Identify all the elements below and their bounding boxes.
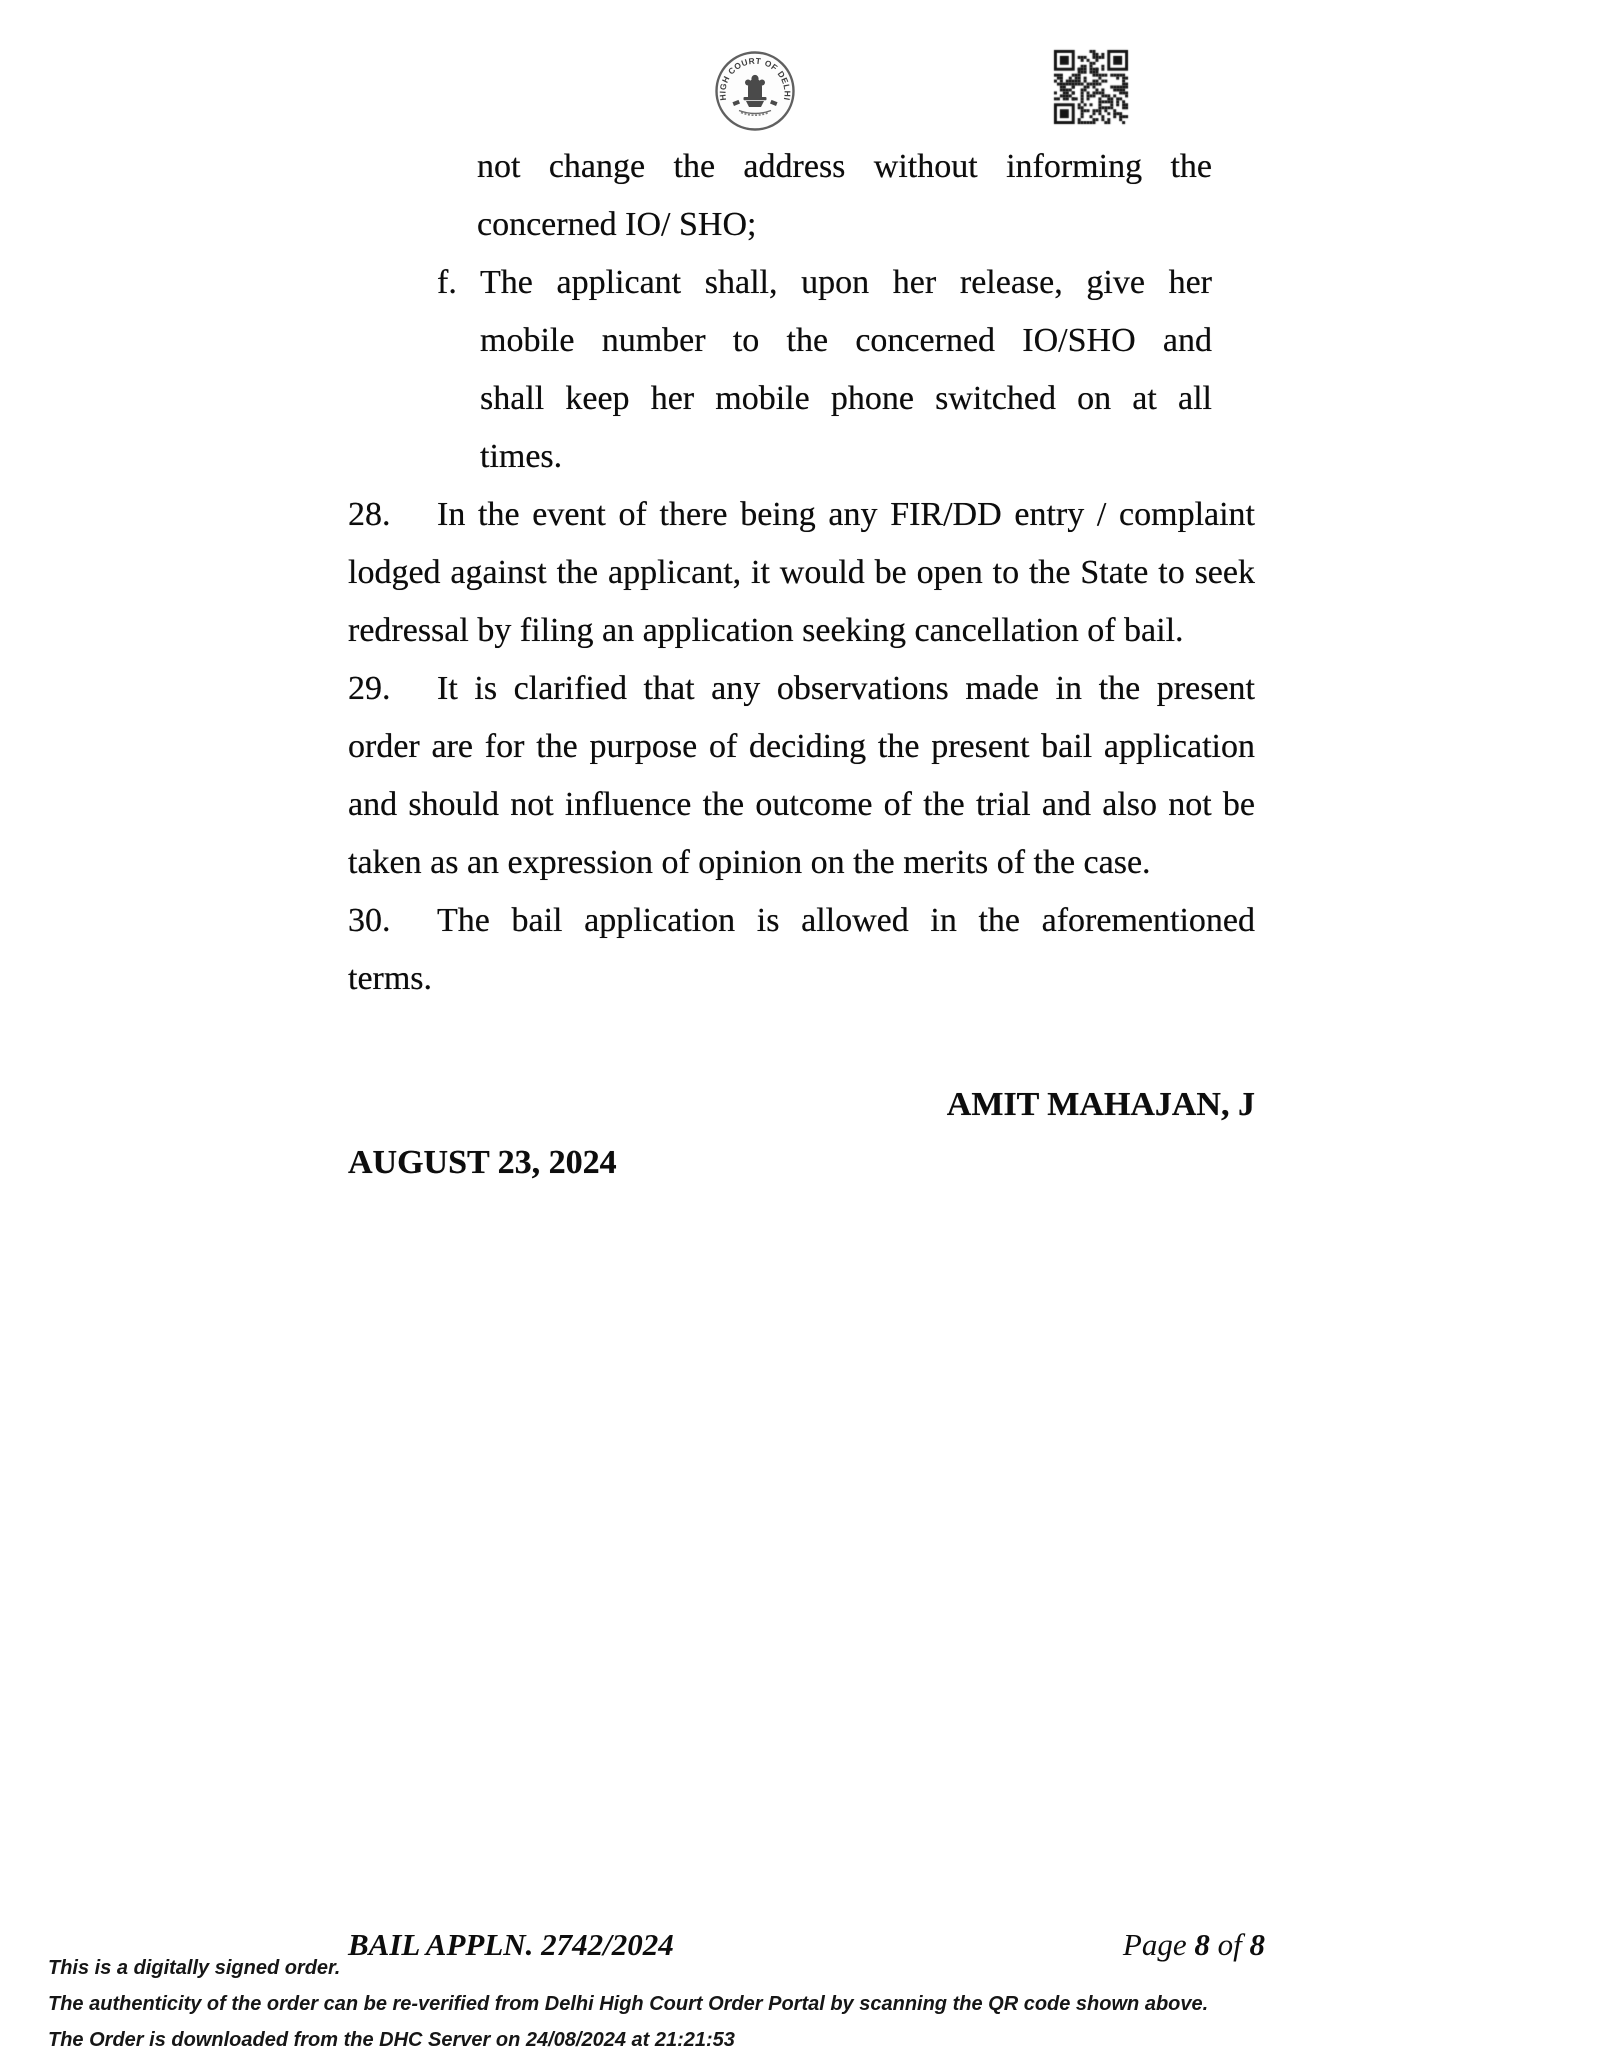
qr-code [1048,44,1134,130]
order-line [348,660,1255,718]
item-e-continuation [477,138,1212,254]
paragraph-28 [348,486,1255,660]
order-line: shall keep her mobile phone switched on at all [480,380,1212,417]
order-date: AUGUST 23, 2024 [348,1144,617,1181]
seal-text: HIGH COURT OF DELHI [717,55,793,102]
signature-block [348,1076,1255,1192]
order-line-text: It is clarified that any observations made in the present [437,670,1255,707]
footer-notes [48,1950,1498,2058]
order-line: mobile number to the concerned IO/SHO and [480,322,1212,359]
footer-note: The Order is downloaded from the DHC Server on 24/08/2024 at 21:21:53 [48,2029,735,2051]
order-line [348,486,1255,544]
item-f [437,254,1212,486]
case-number: BAIL APPLN. 2742/2024 [348,1927,674,1962]
order-line: times. [480,438,563,475]
order-line [348,892,1255,950]
order-line: terms. [348,960,433,997]
judge-name: AMIT MAHAJAN, J [946,1086,1255,1123]
paragraph-number: 28. [348,496,391,533]
order-line: lodged against the applicant, it would be open to the State to seek [348,554,1255,591]
footer-note: This is a digitally signed order. [48,1957,341,1979]
order-line: redressal by filing an application seeking cancellation of bail. [348,612,1184,649]
order-line: and should not influence the outcome of the trial and also not be [348,786,1255,823]
paragraph-30 [348,892,1255,1008]
paragraph-29 [348,660,1255,892]
list-item-marker: f. [437,264,457,301]
total-pages: 8 [1249,1927,1265,1962]
order-line-text: In the event of there being any FIR/DD entry / complaint [437,496,1255,533]
page-word: Page [1122,1927,1187,1962]
current-page: 8 [1194,1927,1210,1962]
footer-note: The authenticity of the order can be re-verified from Delhi High Court Order Portal by scanning the QR code shown above. [48,1993,1209,2015]
order-line [437,254,1212,312]
order-line-text: The applicant shall, upon her release, give her [480,264,1212,301]
order-line: order are for the purpose of deciding the present bail application [348,728,1255,765]
order-line: taken as an expression of opinion on the merits of the case. [348,844,1151,881]
order-line: not change the address without informing the [477,148,1212,185]
order-line: concerned IO/ SHO; [477,206,757,243]
paragraph-number: 29. [348,670,391,707]
order-line-text: The bail application is allowed in the aforementioned [437,902,1255,939]
paragraph-number: 30. [348,902,391,939]
of-word: of [1217,1927,1242,1962]
high-court-seal [714,50,796,132]
